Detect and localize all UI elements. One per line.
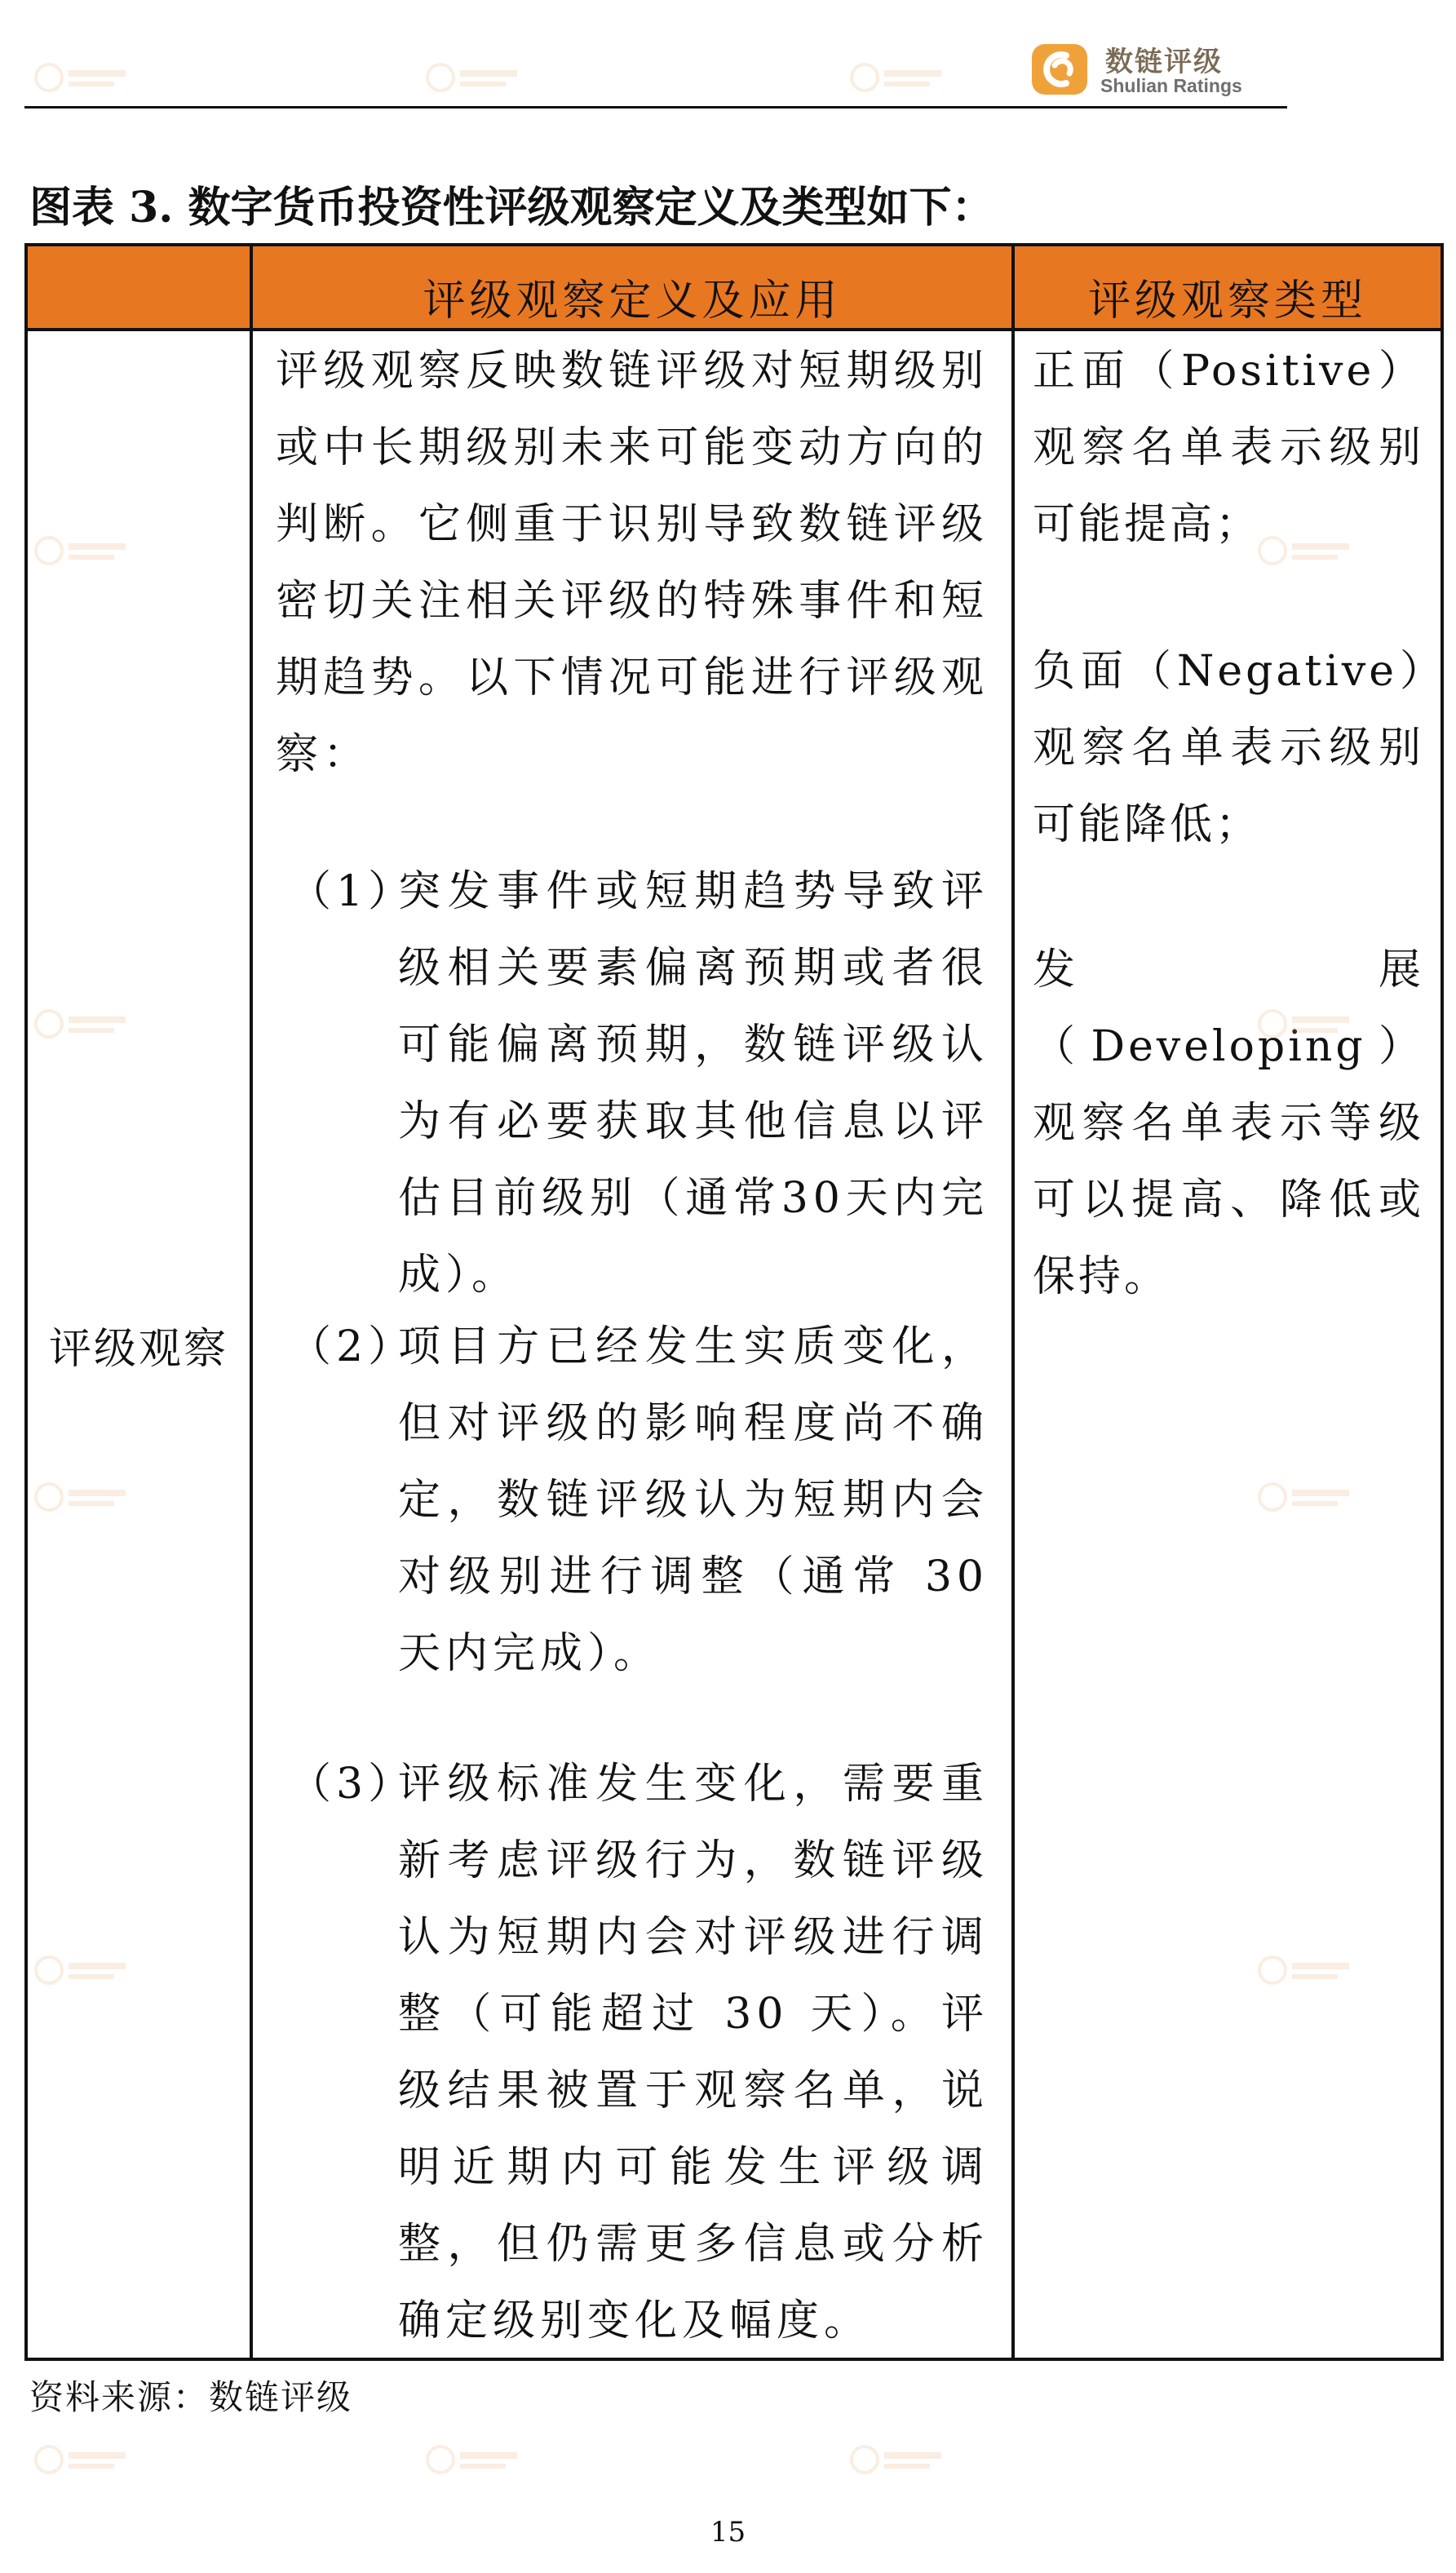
shulian-watermark-icon xyxy=(424,2431,522,2488)
shulian-watermark-icon xyxy=(33,1468,131,1526)
list-item-text: 项目方已经发生实质变化，但对评级的影响程度尚不确定，数链评级认为短期内会对级别进行调整（通常 30 天内完成）。 xyxy=(398,1322,989,1678)
shulian-watermark-icon xyxy=(424,49,522,106)
shulian-watermark-icon xyxy=(1256,1942,1354,1999)
shulian-watermark-icon xyxy=(33,2431,131,2488)
shulian-watermark-icon xyxy=(33,1942,131,1999)
list-item-number: （3） xyxy=(289,1760,416,1809)
definition-cell xyxy=(251,330,1013,2359)
shulian-watermark-icon xyxy=(1256,522,1354,579)
shulian-watermark-icon xyxy=(33,49,131,106)
list-item-number: （2） xyxy=(289,1322,416,1371)
logo-chinese-name: 数链评级 xyxy=(1105,46,1223,78)
header-types-label: 评级观察类型 xyxy=(1087,276,1367,326)
watch-type-negative: 负面（Negative）观察名单表示级别可能降低； xyxy=(1033,647,1424,849)
header-logo xyxy=(1030,33,1275,106)
shulian-watermark-icon xyxy=(1256,995,1354,1052)
logo-english-name: Shulian Ratings xyxy=(1100,75,1242,96)
shulian-watermark-icon xyxy=(33,995,131,1052)
shulian-watermark-icon xyxy=(848,2431,946,2488)
row-label: 评级观察 xyxy=(48,1324,228,1374)
types-cell xyxy=(1013,330,1442,2359)
watch-type-positive: 正面（Positive）观察名单表示级别可能提高； xyxy=(1033,347,1424,549)
figure-title: 图表 3. 数字货币投资性评级观察定义及类型如下： xyxy=(29,183,994,232)
rating-watch-table xyxy=(24,243,1444,2361)
list-item-text: 突发事件或短期趋势导致评级相关要素偏离预期或者很可能偏离预期，数链评级认为有必要获取其他信息以评估目前级别（通常30天内完成）。 xyxy=(398,867,989,1300)
header-divider xyxy=(24,106,1287,108)
table-header-row xyxy=(26,245,1442,330)
definition-intro: 评级观察反映数链评级对短期级别或中长期级别未来可能变动方向的判断。它侧重于识别导致数链评级密切关注相关评级的特殊事件和短期趋势。以下情况可能进行评级观察： xyxy=(276,347,989,779)
header-definition-label: 评级观察定义及应用 xyxy=(423,276,842,326)
header-cell-types xyxy=(1013,245,1442,330)
list-item-number: （1） xyxy=(289,867,416,916)
source-note: 资料来源：数链评级 xyxy=(29,2377,353,2417)
shulian-watermark-icon xyxy=(33,522,131,579)
header-cell-definition xyxy=(251,245,1013,330)
table-row xyxy=(26,330,1442,2359)
row-label-cell xyxy=(26,330,251,2359)
shulian-watermark-icon xyxy=(1256,1468,1354,1526)
shulian-logo-icon xyxy=(1030,41,1091,98)
watch-type-developing: 发展（Developing）观察名单表示等级可以提高、降低或保持。 xyxy=(1033,946,1424,1301)
header-cell-empty xyxy=(26,245,251,330)
page-number: 15 xyxy=(710,2516,746,2549)
list-item-text: 评级标准发生变化，需要重新考虑评级行为，数链评级认为短期内会对评级进行调整（可能超过 30 天）。评级结果被置于观察名单，说明近期内可能发生评级调整，但仍需更多信息或分析确定级别变化及幅度。 xyxy=(398,1760,989,2345)
shulian-watermark-icon xyxy=(848,49,946,106)
